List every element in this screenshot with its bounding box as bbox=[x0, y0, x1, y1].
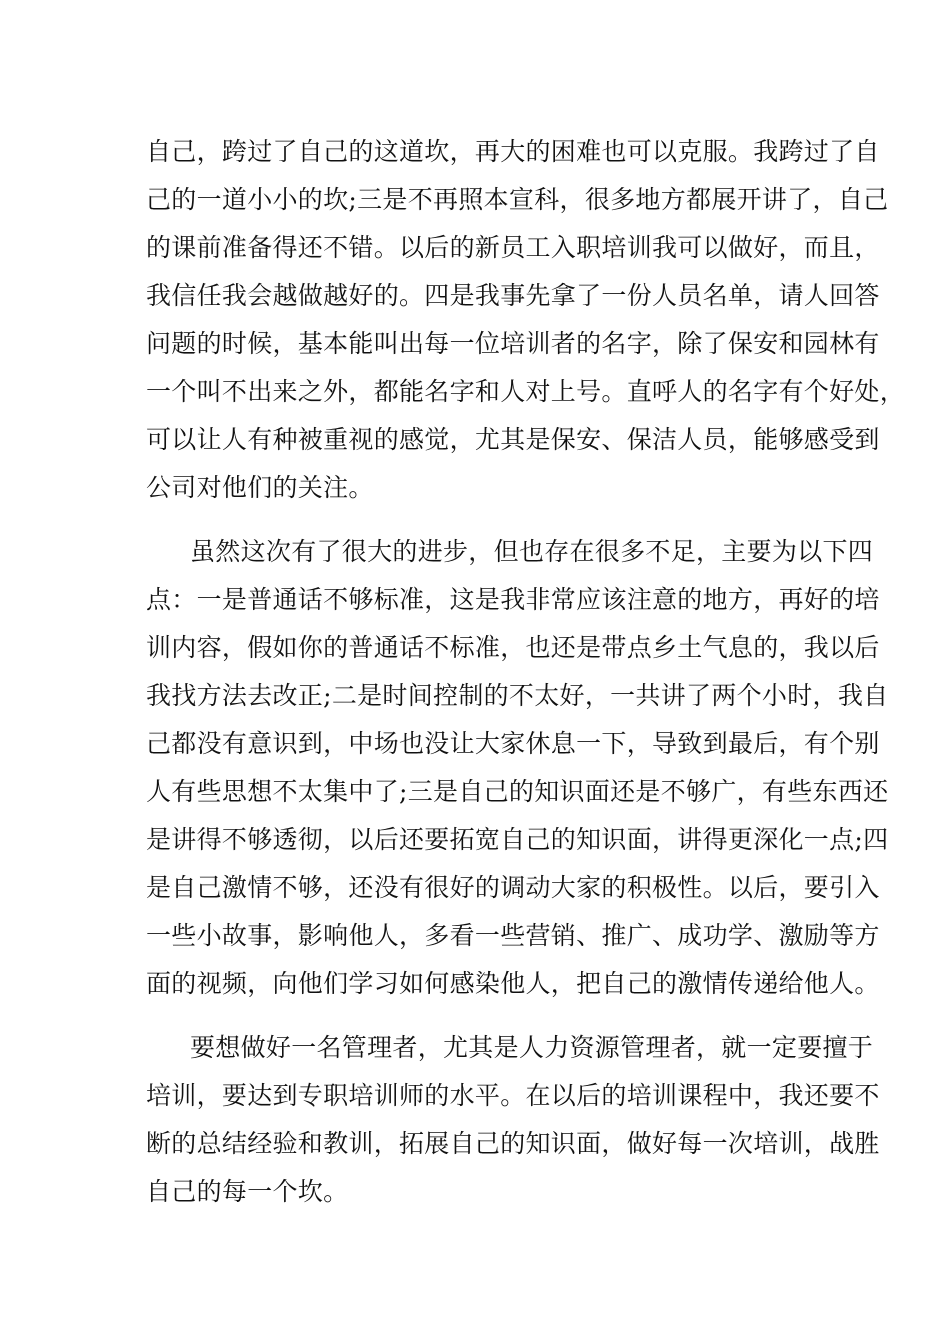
text-line-12: 我找方法去改正;二是时间控制的不太好，一共讲了两个小时，我自 bbox=[146, 681, 889, 710]
text-line-2: 己的一道小小的坎;三是不再照本宣科，很多地方都展开讲了，自己 bbox=[146, 185, 889, 214]
text-line-5: 问题的时候，基本能叫出每一位培训者的名字，除了保安和园林有 bbox=[146, 329, 880, 358]
text-line-15: 是讲得不够透彻，以后还要拓宽自己的知识面，讲得更深化一点;四 bbox=[146, 825, 889, 854]
text-line-4: 我信任我会越做越好的。四是我事先拿了一份人员名单，请人回答 bbox=[146, 281, 880, 310]
text-line-19: 要想做好一名管理者，尤其是人力资源管理者，就一定要擅于 bbox=[190, 1033, 874, 1062]
text-line-6: 一个叫不出来之外，都能名字和人对上号。直呼人的名字有个好处， bbox=[146, 377, 906, 406]
text-line-3: 的课前准备得还不错。以后的新员工入职培训我可以做好，而且， bbox=[146, 233, 880, 262]
text-line-16: 是自己激情不够，还没有很好的调动大家的积极性。以后，要引入 bbox=[146, 873, 880, 902]
text-line-14: 人有些思想不太集中了;三是自己的知识面还是不够广，有些东西还 bbox=[146, 777, 889, 806]
text-line-9: 虽然这次有了很大的进步，但也存在很多不足，主要为以下四 bbox=[190, 537, 874, 566]
text-line-10: 点：一是普通话不够标准，这是我非常应该注意的地方，再好的培 bbox=[146, 585, 880, 614]
text-line-22: 自己的每一个坎。 bbox=[146, 1177, 349, 1206]
text-line-1: 自己，跨过了自己的这道坎，再大的困难也可以克服。我跨过了自 bbox=[146, 137, 880, 166]
text-line-7: 可以让人有种被重视的感觉，尤其是保安、保洁人员，能够感受到 bbox=[146, 425, 880, 454]
text-line-17: 一些小故事，影响他人，多看一些营销、推广、成功学、激励等方 bbox=[146, 921, 880, 950]
text-line-20: 培训，要达到专职培训师的水平。在以后的培训课程中，我还要不 bbox=[146, 1081, 880, 1110]
text-line-11: 训内容，假如你的普通话不标准，也还是带点乡土气息的，我以后 bbox=[146, 633, 880, 662]
text-line-13: 己都没有意识到，中场也没让大家休息一下，导致到最后，有个别 bbox=[146, 729, 880, 758]
text-line-8: 公司对他们的关注。 bbox=[146, 473, 374, 502]
text-line-21: 断的总结经验和教训，拓展自己的知识面，做好每一次培训，战胜 bbox=[146, 1129, 880, 1158]
text-line-18: 面的视频，向他们学习如何感染他人，把自己的激情传递给他人。 bbox=[146, 969, 880, 998]
